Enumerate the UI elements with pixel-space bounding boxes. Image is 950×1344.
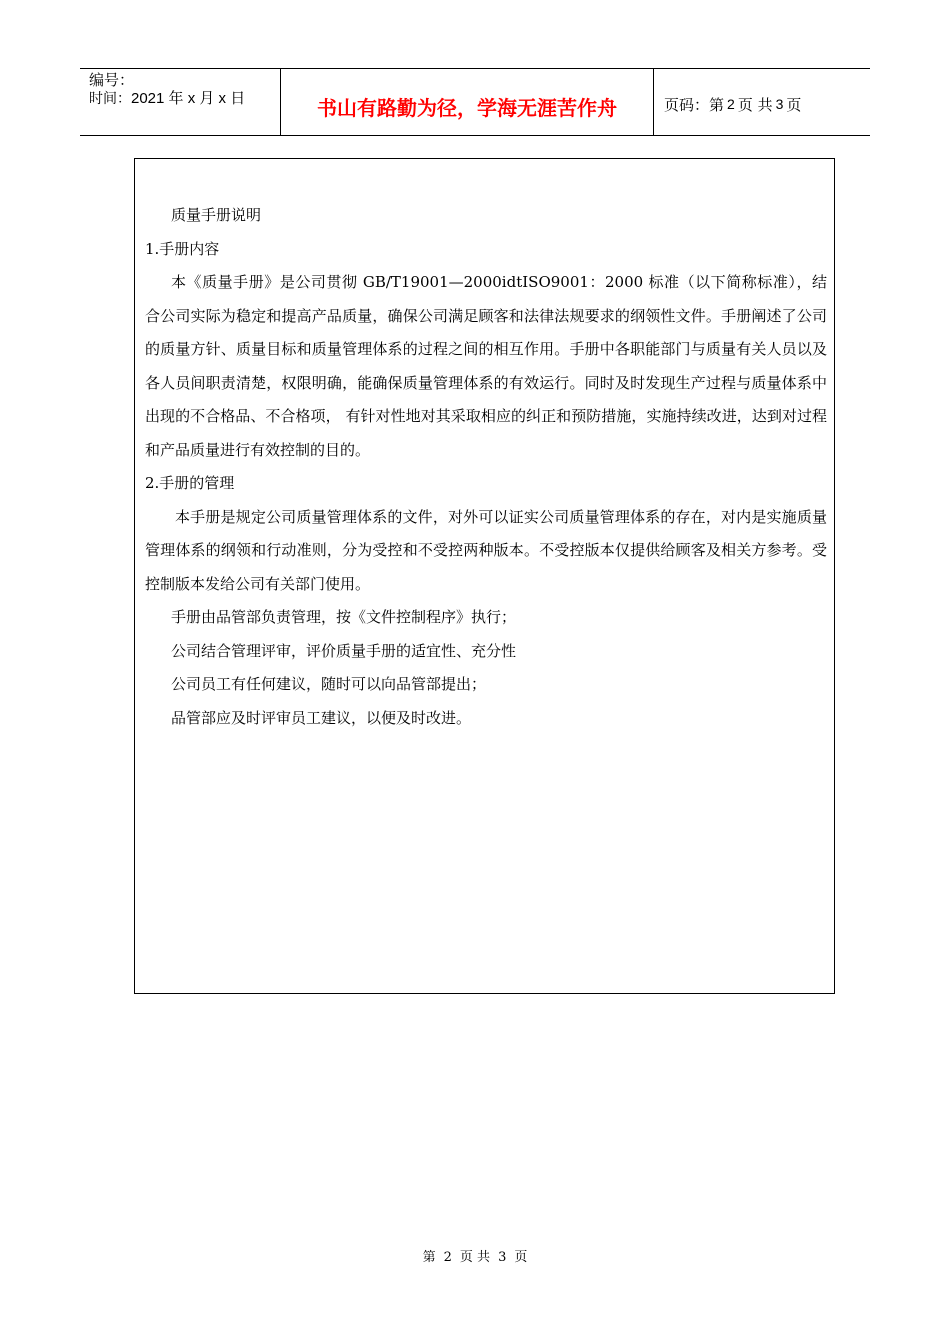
header-meta-cell: [80, 69, 281, 135]
list-item-4: 品管部应及时评审员工建议，以便及时改进。: [171, 708, 472, 727]
page-label: 页码：第: [664, 95, 725, 114]
list-item-1: 手册由品管部负责管理，按《文件控制程序》执行；: [171, 608, 517, 626]
motto-text: 书山有路勤为径，学海无涯苦作舟: [317, 95, 617, 120]
page-suffix: 页: [786, 95, 802, 114]
footer-suffix: 页: [514, 1250, 528, 1265]
page-number-cell: [654, 69, 870, 135]
footer-total: 3: [498, 1250, 507, 1265]
page-mid: 页 共: [737, 95, 773, 114]
document-header: [80, 68, 870, 136]
time-label: 时间：: [89, 91, 131, 107]
time-value: 2021 年 x 月 x 日: [131, 90, 246, 107]
footer-prefix: 第: [422, 1250, 436, 1265]
page-total: 3: [775, 96, 784, 112]
footer-current: 2: [443, 1250, 452, 1265]
section2-heading: 2.手册的管理: [145, 474, 235, 492]
page-footer: [0, 1246, 950, 1265]
section1-paragraph: 本《质量手册》是公司贯彻 GB/T19001—2000idtISO9001：2000 标准（以下简称标准），结合公司实际为稳定和提高产品质量，确保公司满足顾客和法律法规要求的纲领性文件。手册阐述了公司的质量方针、质量目标和质量管理体系的过程之间的相互作用。手册中各职能部门与质量有关人员以及各人员间职责清楚，权限明确，能确保质量管理体系的有效运行。同时及时发现生产过程与质量体系中出现的不合格品、不合格项， 有针对性地对其采取相应的纠正和预防措施，实施持续改进，达到对过程和产品质量进行有效控制的目的。: [145, 273, 827, 459]
footer-mid: 页 共: [459, 1250, 491, 1265]
number-label: 编号：: [89, 72, 135, 89]
content-body: [145, 199, 827, 735]
page-current: 2: [727, 96, 735, 112]
time-line: [89, 90, 280, 108]
section2-paragraph: 本手册是规定公司质量管理体系的文件，对外可以证实公司质量管理体系的存在，对内是实施质量管理体系的纲领和行动准则，分为受控和不受控两种版本。不受控版本仅提供给顾客及相关方参考。受控制版本发给公司有关部门使用。: [145, 507, 827, 593]
content-box: [134, 158, 835, 994]
document-title: 质量手册说明: [171, 206, 262, 224]
list-item-3: 公司员工有任何建议，随时可以向品管部提出；: [171, 675, 487, 693]
list-item-2: 公司结合管理评审，评价质量手册的适宜性、充分性: [171, 641, 517, 660]
section1-heading: 1.手册内容: [145, 239, 220, 258]
motto-cell: [281, 69, 654, 135]
